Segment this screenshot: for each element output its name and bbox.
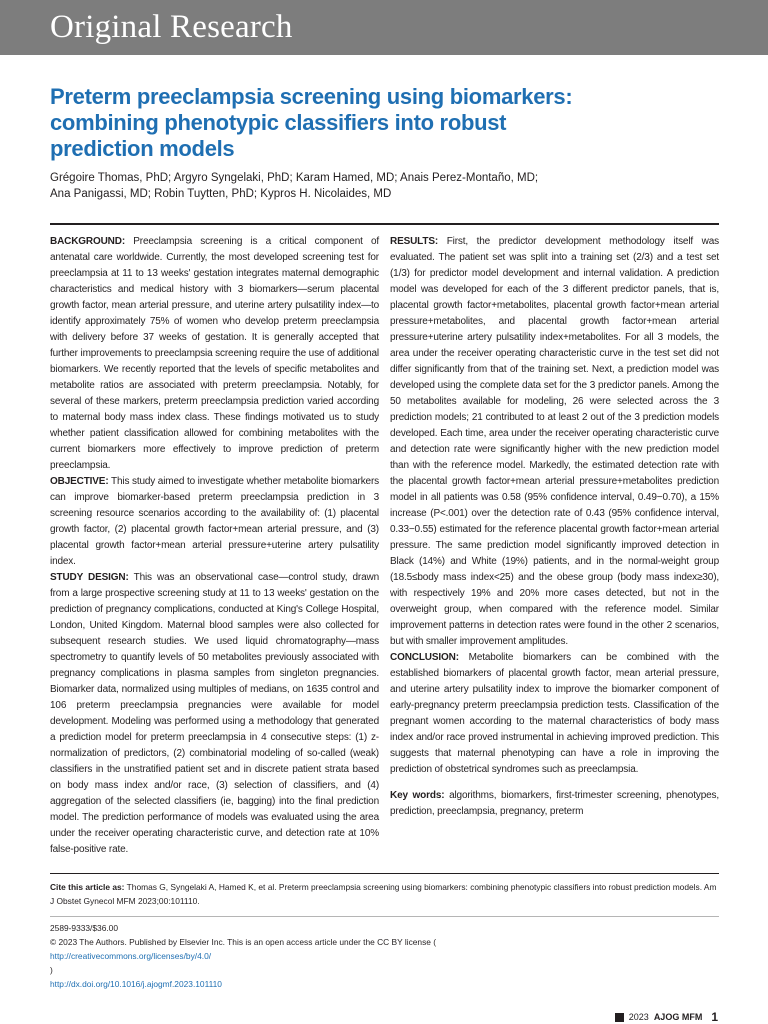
objective-label: OBJECTIVE: bbox=[50, 476, 109, 487]
article-title bbox=[50, 84, 610, 162]
abstract-right-column bbox=[390, 234, 719, 820]
doi-link[interactable]: http://dx.doi.org/10.1016/j.ajogmf.2023.101110 bbox=[50, 979, 222, 989]
issn-price: 2589-9333/$36.00 bbox=[50, 923, 118, 933]
title-line: combining phenotypic classifiers into robust bbox=[50, 110, 507, 135]
design-label: STUDY DESIGN: bbox=[50, 572, 129, 583]
footer-year: 2023 bbox=[628, 1012, 649, 1022]
license-prefix: © 2023 The Authors. Published by Elsevier Inc. This is an open access article under the CC BY license ( bbox=[50, 937, 437, 947]
background-section bbox=[50, 234, 379, 474]
section-banner bbox=[0, 0, 768, 55]
publication-meta bbox=[50, 921, 719, 991]
conclusion-section bbox=[390, 650, 719, 778]
citation-rule bbox=[50, 873, 719, 874]
license-suffix: ) bbox=[50, 965, 53, 975]
title-line: Preterm preeclampsia screening using biomarkers: bbox=[50, 84, 573, 109]
results-section bbox=[390, 234, 719, 650]
page-footer bbox=[615, 1010, 718, 1024]
abstract-top-rule bbox=[50, 223, 719, 225]
citation-label: Cite this article as: bbox=[50, 882, 125, 892]
title-line: prediction models bbox=[50, 136, 235, 161]
design-section bbox=[50, 570, 379, 858]
page-number: 1 bbox=[711, 1010, 718, 1024]
author-line: Ana Panigassi, MD; Robin Tuytten, PhD; Kypros H. Nicolaides, MD bbox=[50, 188, 392, 200]
citation-text: Thomas G, Syngelaki A, Hamed K, et al. Preterm preeclampsia screening using biomarkers: combining phenotypic classifiers into robust prediction models. Am J Obstet Gynecol MFM 2023;00:101110. bbox=[50, 882, 717, 906]
results-label: RESULTS: bbox=[390, 236, 439, 247]
footer-journal: AJOG MFM bbox=[653, 1012, 703, 1022]
author-list bbox=[50, 170, 730, 202]
square-bullet-icon bbox=[615, 1013, 624, 1022]
meta-rule bbox=[50, 916, 719, 917]
keywords-text: algorithms, biomarkers, first-trimester screening, phenotypes, prediction, preeclampsia, pregnancy, preterm bbox=[390, 790, 719, 817]
conclusion-label: CONCLUSION: bbox=[390, 652, 459, 663]
author-line: Grégoire Thomas, PhD; Argyro Syngelaki, PhD; Karam Hamed, MD; Anais Perez-Montaño, MD; bbox=[50, 172, 539, 184]
abstract-left-column bbox=[50, 234, 379, 858]
background-label: BACKGROUND: bbox=[50, 236, 126, 247]
keywords-label: Key words: bbox=[390, 790, 445, 801]
keywords-section bbox=[390, 788, 719, 820]
license-link[interactable]: http://creativecommons.org/licenses/by/4.0/ bbox=[50, 951, 212, 961]
results-text: First, the predictor development methodology itself was evaluated. The patient set was split into a training set (2/3) and a test set (1/3) for predictor model development and internal validation. A prediction model was developed for each of the 3 different predictor panels, that is, placental growth factor+metabolites, placental growth factor+mean arterial pressure+metabolites, and placental growth factor+mean arterial pressure+uterine artery pulsatility index+metabolites. For all 3 models, the area under the receiver operating characteristic curve in the test set did not differ significantly from that of the training set. Next, a prediction model was developed using the complete data set for the 3 predictor panels. Among the 50 metabolites available for modeling, 26 were selected across the 3 prediction models; 21 contributed to at least 2 out of the 3 prediction models developed. Each time, area under the receiver operating characteristic curve and detection rate were significantly higher with the new prediction model than with the reference model. Markedly, the estimated detection rate with the placental growth factor+mean arterial pressure+metabolites prediction model in all patients was 0.58 (95% confidence interval, 0.49−0.70), a 15% increase (P<.001) over the detection rate of 0.43 (95% confidence interval, 0.33−0.55) estimated for the reference placental growth factor+mean arterial pressure. The same prediction model significantly improved detection in Black (14%) and White (19%) patients, and in the normal-weight group (18.5≤body mass index<25) and the obese group (body mass index≥30), with respectively 19% and 20% more cases detected, but not in the overweight group, when compared with the reference model. Similar improvement patterns in detection rates were found in the other 2 scenarios, but with smaller improvement amplitudes. bbox=[390, 236, 720, 647]
license-line bbox=[50, 935, 719, 977]
objective-text: This study aimed to investigate whether metabolite biomarkers can improve biomarker-based preterm preeclampsia prediction in 3 screening resource scenarios according to the availability of: (1) placental growth factor, (2) placental growth factor+mean arterial pressure, and (3) placental growth factor+mean arterial pressure+uterine artery pulsatility index. bbox=[50, 476, 379, 567]
section-label: Original Research bbox=[50, 9, 293, 45]
background-text: Preeclampsia screening is a critical component of antenatal care worldwide. Currently, the most developed screening test for preeclampsia at 11 to 13 weeks' gestation integrates maternal demographic characteristics and medical history with 3 biomarkers—serum placental growth factor, mean arterial pressure, and uterine artery pulsatility index—to identify approximately 75% of women who develop preterm preeclampsia with delivery before 37 weeks of gestation. It is generally accepted that further improvements to preeclampsia screening require the use of additional biomarkers. We recently reported that the levels of specific metabolites and metabolite ratios are associated with preterm preeclampsia. Notably, for several of these markers, preterm preeclampsia prediction varied according to maternal body mass index class. These findings motivated us to study whether patient classification allowed for combining metabolites with the current biomarkers more effectively to improve prediction of preterm preeclampsia. bbox=[50, 236, 379, 471]
conclusion-text: Metabolite biomarkers can be combined with the established biomarkers of placental growth factor, mean arterial pressure, and uterine artery pulsatility index to improve the biomarker component of early-pregnancy preterm preeclampsia prediction tests. Classification of the pregnant women according to the maternal characteristics of body mass index and/or race proved instrumental in achieving improved prediction. This suggests that maternal phenotyping can have a role in improving the prediction of obstetrical syndromes such as preeclampsia. bbox=[390, 652, 719, 775]
design-text: This was an observational case—control study, drawn from a large prospective screening study at 11 to 13 weeks' gestation on the prediction of pregnancy complications, conducted at King's College Hospital, London, United Kingdom. Maternal blood samples were also collected for subsequent research studies. We used liquid chromatography—mass spectrometry to quantify levels of 50 metabolites previously associated with pregnancy complications in plasma samples from singleton pregnancies. Biomarker data, normalized using multiples of medians, on 1635 control and 106 preterm preeclampsia pregnancies were available for model development. Modeling was performed using a methodology that generated a prediction model for preterm preeclampsia in 4 consecutive steps: (1) z-normalization of predictors, (2) combinatorial modeling of so-called (weak) classifiers in the unstratified patient set and in discrete patient strata based on body mass index and/or race, (3) selection of classifiers, and (4) aggregation of the selected classifiers (ie, bagging) into the final prediction model. The prediction performance of models was evaluated using the area under the receiver operating characteristic curve, and detection rate at 10% false-positive rate. bbox=[50, 572, 379, 855]
objective-section bbox=[50, 474, 379, 570]
citation-block bbox=[50, 880, 719, 908]
